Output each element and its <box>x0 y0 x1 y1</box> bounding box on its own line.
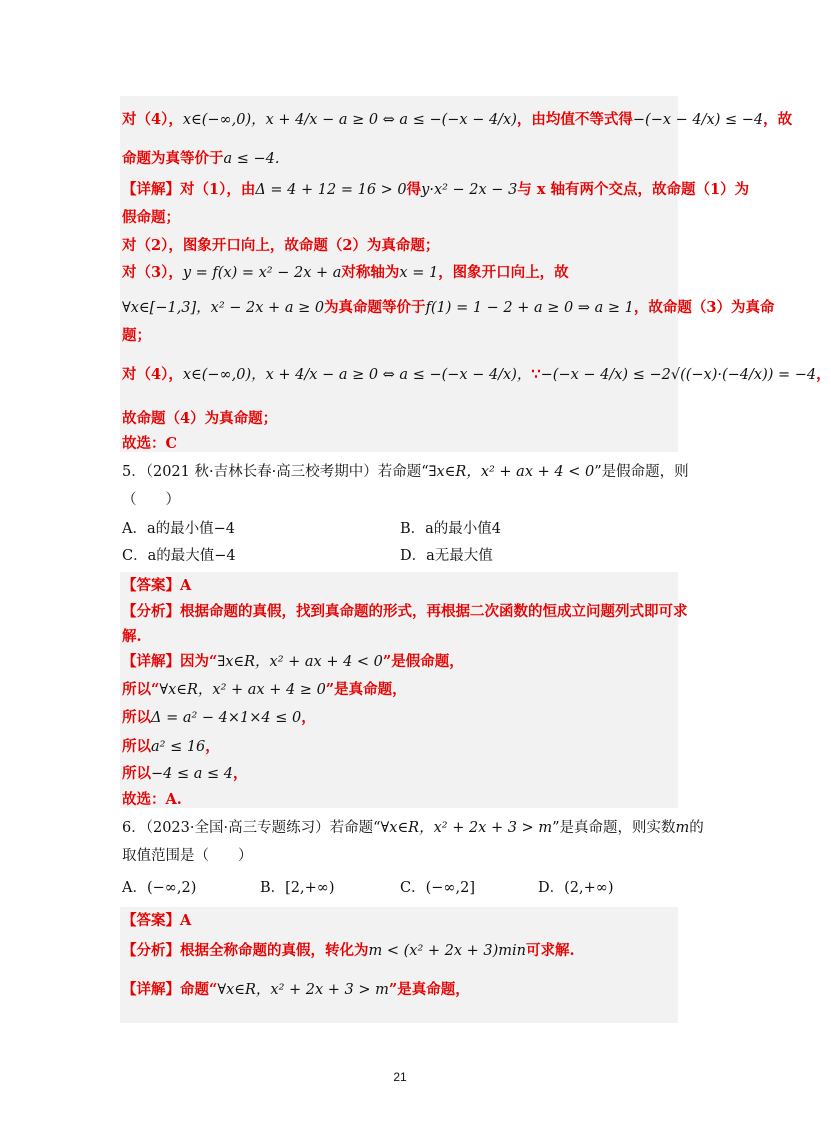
q5-detail-2: 所以“∀x∈R，x² + ax + 4 ≥ 0”是真命题， <box>122 681 407 698</box>
q6-option-c[interactable]: C．(−∞,2] <box>400 880 475 896</box>
prev-line-5: 对（2），图象开口向上，故命题（2）为真命题； <box>122 237 440 254</box>
q5-detail-3: 所以Δ = a² − 4×1×4 ≤ 0， <box>122 709 316 726</box>
q5-stem-paren: （ ） <box>122 492 180 508</box>
q5-stem: 5．（2021 秋·吉林长春·高三校考期中）若命题“∃x∈R，x² + ax + 4 < 0”是假命题，则 <box>122 464 689 480</box>
q5-answer: 【答案】A <box>122 577 192 594</box>
q5-option-d[interactable]: D．a无最大值 <box>400 548 493 564</box>
q6-option-a[interactable]: A．(−∞,2) <box>122 880 197 896</box>
q5-detail-1: 【详解】因为“∃x∈R，x² + ax + 4 < 0”是假命题， <box>122 653 464 670</box>
prev-line-10: 故命题（4）为真命题； <box>122 410 278 427</box>
prev-line-3: 【详解】对（1），由Δ = 4 + 12 = 16 > 0得y·x² − 2x − 3与 x 轴有两个交点，故命题（1）为 <box>122 181 750 198</box>
prev-line-2: 命题为真等价于a ≤ −4. <box>122 150 280 167</box>
q5-detail-5: 所以−4 ≤ a ≤ 4， <box>122 765 248 782</box>
q6-detail-1: 【详解】命题“∀x∈R，x² + 2x + 3 > m”是真命题， <box>122 981 470 998</box>
q6-stem: 6．（2023·全国·高三专题练习）若命题“∀x∈R，x² + 2x + 3 > m”是真命题，则实数m的 <box>122 820 704 836</box>
prev-line-8: 题； <box>122 327 151 344</box>
prev-line-4: 假命题； <box>122 209 180 226</box>
solution-block-q6 <box>120 907 678 1023</box>
q5-option-b[interactable]: B．a的最小值4 <box>400 521 502 537</box>
q6-option-d[interactable]: D．(2,+∞) <box>538 880 614 896</box>
q5-analysis-2: 解. <box>122 628 142 645</box>
prev-line-6: 对（3），y = f(x) = x² − 2x + a对称轴为x = 1，图象开口向上，故 <box>122 264 569 281</box>
q6-option-b[interactable]: B．[2,+∞) <box>260 880 335 896</box>
q5-option-a[interactable]: A．a的最小值−4 <box>122 521 235 537</box>
q6-analysis: 【分析】根据全称命题的真假，转化为m < (x² + 2x + 3)min可求解. <box>122 942 575 959</box>
prev-line-11: 故选：C <box>122 435 178 452</box>
page-number: 21 <box>393 1070 407 1084</box>
prev-line-9: 对（4），x∈(−∞,0)，x + 4/x − a ≥ 0 ⇔ a ≤ −(−x − 4/x)，∵−(−x − 4/x) ≤ −2√((−x)·(−4/x)) = −4， <box>122 366 831 383</box>
q5-detail-4: 所以a² ≤ 16， <box>122 738 220 755</box>
q6-answer: 【答案】A <box>122 912 192 929</box>
q5-analysis-1: 【分析】根据命题的真假，找到真命题的形式，再根据二次函数的恒成立问题列式即可求 <box>122 603 688 620</box>
q5-option-c[interactable]: C．a的最大值−4 <box>122 548 236 564</box>
prev-line-7: ∀x∈[−1,3]，x² − 2x + a ≥ 0为真命题等价于f(1) = 1 − 2 + a ≥ 0 ⇒ a ≥ 1，故命题（3）为真命 <box>122 299 775 316</box>
prev-line-1: 对（4），x∈(−∞,0)，x + 4/x − a ≥ 0 ⇔ a ≤ −(−x − 4/x)，由均值不等式得−(−x − 4/x) ≤ −4，故 <box>122 111 793 128</box>
q5-choose: 故选：A. <box>122 791 182 808</box>
q6-stem-2: 取值范围是（ ） <box>122 848 253 864</box>
